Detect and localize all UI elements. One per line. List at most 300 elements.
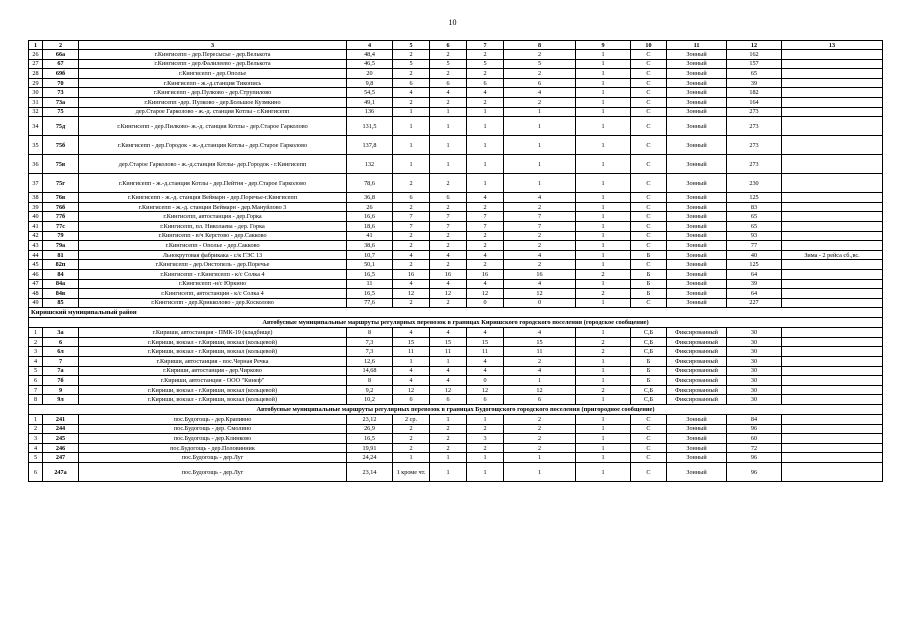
route-value: 40 <box>727 250 782 260</box>
trips-c8: 12 <box>504 289 576 299</box>
trips-c6: 7 <box>430 221 467 231</box>
trips-c6: 2 <box>430 434 467 444</box>
vehicles-c9: 1 <box>576 424 631 434</box>
route-path: г.Кириши, вокзал - г.Кириши, вокзал (кольцевой) <box>79 347 347 357</box>
route-note <box>782 107 883 117</box>
vehicle-class: Б <box>631 289 667 299</box>
row-number: 38 <box>29 193 43 203</box>
trips-c8: 4 <box>504 250 576 260</box>
route-note <box>782 231 883 241</box>
vehicles-c9: 1 <box>576 193 631 203</box>
vehicle-class: Б <box>631 279 667 289</box>
vehicle-class: С <box>631 298 667 308</box>
route-length: 24,24 <box>347 453 393 463</box>
route-code: 76б <box>43 202 79 212</box>
vehicle-class: С <box>631 453 667 463</box>
route-length: 49,1 <box>347 97 393 107</box>
trips-c7: 12 <box>467 385 504 395</box>
tariff-type: Зонный <box>667 231 727 241</box>
trips-c7: 15 <box>467 337 504 347</box>
trips-c5: 1 кроме чт. <box>393 463 430 482</box>
column-number: 4 <box>347 41 393 50</box>
trips-c5: 2 <box>393 202 430 212</box>
table-row <box>29 298 883 308</box>
route-path: пос.Будогощь - дер.Половинник <box>79 443 347 453</box>
trips-c6: 1 <box>430 155 467 174</box>
route-path: пос.Будогощь - дер.Луг <box>79 453 347 463</box>
table-row <box>29 117 883 136</box>
vehicle-class: С <box>631 443 667 453</box>
trips-c8: 0 <box>504 298 576 308</box>
trips-c7: 16 <box>467 269 504 279</box>
route-note <box>782 50 883 60</box>
row-number: 41 <box>29 221 43 231</box>
vehicle-class: С,Б <box>631 347 667 357</box>
route-length: 14,68 <box>347 366 393 376</box>
tariff-type: Зонный <box>667 88 727 98</box>
route-value: 84 <box>727 415 782 425</box>
route-path: г.Кингисепп - дер.Пулково - дер.Струпилово <box>79 88 347 98</box>
route-length: 54,5 <box>347 88 393 98</box>
tariff-type: Зонный <box>667 221 727 231</box>
trips-c6: 1 <box>430 453 467 463</box>
route-length: 18,6 <box>347 221 393 231</box>
section-title: Автобусные муниципальные маршруты регулярных перевозок в границах Киришского городского поселения (городское сообщение) <box>29 318 883 328</box>
route-note <box>782 202 883 212</box>
route-note <box>782 78 883 88</box>
trips-c8: 15 <box>504 337 576 347</box>
route-path: г.Кингисепп - дер.Фалилеево - дер.Велькота <box>79 59 347 69</box>
route-length: 48,4 <box>347 50 393 60</box>
table-row <box>29 78 883 88</box>
routes-table <box>28 40 883 482</box>
row-number: 1 <box>29 328 43 338</box>
trips-c5: 2 <box>393 434 430 444</box>
row-number: 45 <box>29 260 43 270</box>
route-value: 125 <box>727 260 782 270</box>
route-length: 19,91 <box>347 443 393 453</box>
route-path: дер.Старое Гарколово - ж.-д. станция Котлы - г.Кингисепп <box>79 107 347 117</box>
trips-c8: 7 <box>504 221 576 231</box>
vehicle-class: С <box>631 241 667 251</box>
column-number: 13 <box>782 41 883 50</box>
route-value: 30 <box>727 328 782 338</box>
column-number: 5 <box>393 41 430 50</box>
section-title-row <box>29 318 883 328</box>
vehicles-c9: 1 <box>576 453 631 463</box>
trips-c8: 2 <box>504 415 576 425</box>
trips-c6: 2 <box>430 231 467 241</box>
trips-c5: 2 <box>393 231 430 241</box>
row-number: 2 <box>29 424 43 434</box>
tariff-type: Зонный <box>667 250 727 260</box>
table-row <box>29 366 883 376</box>
route-code: 84а <box>43 279 79 289</box>
route-path: пос.Будогощь - дер.Луг <box>79 463 347 482</box>
route-code: 85 <box>43 298 79 308</box>
vehicle-class: С,Б <box>631 337 667 347</box>
tariff-type: Фиксированный <box>667 328 727 338</box>
route-path: г.Кингисепп - ж.-д.станция Тикопись <box>79 78 347 88</box>
column-number: 2 <box>43 41 79 50</box>
row-number: 36 <box>29 155 43 174</box>
trips-c7: 1 <box>467 453 504 463</box>
column-number: 8 <box>504 41 576 50</box>
trips-c6: 4 <box>430 366 467 376</box>
route-code: 76в <box>43 193 79 203</box>
tariff-type: Зонный <box>667 443 727 453</box>
vehicle-class: С <box>631 155 667 174</box>
trips-c5: 2 <box>393 97 430 107</box>
table-row <box>29 328 883 338</box>
vehicles-c9: 1 <box>576 463 631 482</box>
row-number: 42 <box>29 231 43 241</box>
vehicles-c9: 2 <box>576 347 631 357</box>
trips-c6: 4 <box>430 250 467 260</box>
trips-c5: 1 <box>393 357 430 367</box>
route-value: 164 <box>727 97 782 107</box>
trips-c5: 1 <box>393 136 430 155</box>
route-code: 75в <box>43 155 79 174</box>
row-number: 47 <box>29 279 43 289</box>
vehicles-c9: 1 <box>576 50 631 60</box>
vehicles-c9: 1 <box>576 241 631 251</box>
trips-c8: 2 <box>504 434 576 444</box>
route-note <box>782 269 883 279</box>
trips-c6: 1 <box>430 107 467 117</box>
route-length: 10,2 <box>347 395 393 405</box>
tariff-type: Фиксированный <box>667 366 727 376</box>
vehicle-class: С <box>631 107 667 117</box>
row-number: 48 <box>29 289 43 299</box>
trips-c5: 1 <box>393 107 430 117</box>
trips-c8: 4 <box>504 279 576 289</box>
trips-c6: 2 <box>430 69 467 79</box>
route-value: 96 <box>727 453 782 463</box>
trips-c8: 1 <box>504 174 576 193</box>
route-note <box>782 69 883 79</box>
row-number: 3 <box>29 434 43 444</box>
vehicles-c9: 2 <box>576 385 631 395</box>
table-row <box>29 69 883 79</box>
trips-c8: 1 <box>504 376 576 386</box>
tariff-type: Зонный <box>667 453 727 463</box>
trips-c5: 16 <box>393 269 430 279</box>
trips-c8: 6 <box>504 395 576 405</box>
trips-c7: 11 <box>467 347 504 357</box>
trips-c7: 4 <box>467 250 504 260</box>
tariff-type: Зонный <box>667 269 727 279</box>
route-code: 79а <box>43 241 79 251</box>
route-note: Зима - 2 рейса сб.,вс. <box>782 250 883 260</box>
route-path: г.Кингисепп - дер.Городок - ж.-д.станция Котлы - дер.Старое Гарколово <box>79 136 347 155</box>
table-row <box>29 97 883 107</box>
trips-c5: 15 <box>393 337 430 347</box>
trips-c5: 12 <box>393 385 430 395</box>
trips-c7: 4 <box>467 357 504 367</box>
trips-c6: 4 <box>430 376 467 386</box>
route-value: 30 <box>727 376 782 386</box>
tariff-type: Фиксированный <box>667 347 727 357</box>
vehicles-c9: 1 <box>576 231 631 241</box>
table-row <box>29 221 883 231</box>
row-number: 2 <box>29 337 43 347</box>
route-length: 16,5 <box>347 289 393 299</box>
tariff-type: Зонный <box>667 279 727 289</box>
route-length: 7,3 <box>347 337 393 347</box>
trips-c7: 7 <box>467 221 504 231</box>
route-note <box>782 279 883 289</box>
vehicle-class: С <box>631 193 667 203</box>
route-note <box>782 434 883 444</box>
route-value: 65 <box>727 212 782 222</box>
trips-c8: 4 <box>504 328 576 338</box>
route-length: 26,9 <box>347 424 393 434</box>
vehicles-c9: 1 <box>576 298 631 308</box>
route-code: 7а <box>43 366 79 376</box>
vehicles-c9: 1 <box>576 279 631 289</box>
route-value: 30 <box>727 347 782 357</box>
route-length: 38,6 <box>347 241 393 251</box>
route-note <box>782 415 883 425</box>
trips-c5: 4 <box>393 88 430 98</box>
route-value: 72 <box>727 443 782 453</box>
vehicle-class: С <box>631 415 667 425</box>
route-note <box>782 443 883 453</box>
vehicles-c9: 2 <box>576 337 631 347</box>
row-number: 5 <box>29 366 43 376</box>
route-note <box>782 193 883 203</box>
column-number: 6 <box>430 41 467 50</box>
table-row <box>29 269 883 279</box>
trips-c6: 16 <box>430 269 467 279</box>
route-value: 77 <box>727 241 782 251</box>
trips-c7: 0 <box>467 298 504 308</box>
vehicle-class: С <box>631 50 667 60</box>
route-value: 125 <box>727 193 782 203</box>
route-code: 247 <box>43 453 79 463</box>
row-number: 49 <box>29 298 43 308</box>
trips-c7: 1 <box>467 136 504 155</box>
trips-c5: 2 <box>393 174 430 193</box>
district-header-row <box>29 308 883 318</box>
trips-c5: 2 <box>393 241 430 251</box>
route-path: г.Кингисепп -н/с Юркино <box>79 279 347 289</box>
trips-c7: 2 <box>467 97 504 107</box>
table-row <box>29 289 883 299</box>
route-value: 83 <box>727 202 782 212</box>
route-note <box>782 453 883 463</box>
route-length: 23,12 <box>347 415 393 425</box>
route-path: г.Кингисепп, автостанция - дер.Горка <box>79 212 347 222</box>
trips-c5: 4 <box>393 328 430 338</box>
route-length: 16,6 <box>347 212 393 222</box>
trips-c6: 4 <box>430 88 467 98</box>
vehicles-c9: 1 <box>576 59 631 69</box>
vehicles-c9: 1 <box>576 328 631 338</box>
vehicle-class: Б <box>631 269 667 279</box>
vehicles-c9: 1 <box>576 221 631 231</box>
vehicles-c9: 1 <box>576 357 631 367</box>
trips-c8: 1 <box>504 155 576 174</box>
table-row <box>29 50 883 60</box>
table-row <box>29 202 883 212</box>
row-number: 6 <box>29 376 43 386</box>
trips-c8: 1 <box>504 107 576 117</box>
route-length: 20 <box>347 69 393 79</box>
route-length: 11 <box>347 279 393 289</box>
trips-c6: 1 <box>430 415 467 425</box>
trips-c7: 2 <box>467 202 504 212</box>
column-number: 9 <box>576 41 631 50</box>
trips-c6: 11 <box>430 347 467 357</box>
route-note <box>782 357 883 367</box>
tariff-type: Зонный <box>667 463 727 482</box>
route-path: г.Кингисепп -дер. Пулково - дер.Большое Кузмкино <box>79 97 347 107</box>
route-note <box>782 395 883 405</box>
route-code: 77б <box>43 212 79 222</box>
trips-c8: 1 <box>504 136 576 155</box>
route-path: г.Кингисепп - дер.Крикколово - дер.Косколово <box>79 298 347 308</box>
route-note <box>782 136 883 155</box>
route-value: 60 <box>727 434 782 444</box>
route-code: 81 <box>43 250 79 260</box>
row-number: 27 <box>29 59 43 69</box>
route-value: 162 <box>727 50 782 60</box>
route-length: 16,5 <box>347 269 393 279</box>
row-number: 37 <box>29 174 43 193</box>
row-number: 31 <box>29 97 43 107</box>
trips-c7: 4 <box>467 279 504 289</box>
trips-c8: 2 <box>504 357 576 367</box>
vehicles-c9: 1 <box>576 250 631 260</box>
route-length: 10,7 <box>347 250 393 260</box>
tariff-type: Зонный <box>667 107 727 117</box>
trips-c8: 2 <box>504 231 576 241</box>
route-path: г.Кингисепп - дер.Пилково- ж.-д. станция Котлы - дер.Старое Гарколово <box>79 117 347 136</box>
route-code: 79 <box>43 231 79 241</box>
trips-c5: 12 <box>393 289 430 299</box>
row-number: 35 <box>29 136 43 155</box>
route-code: 6 <box>43 337 79 347</box>
table-row <box>29 385 883 395</box>
route-code: 66а <box>43 50 79 60</box>
row-number: 8 <box>29 395 43 405</box>
trips-c5: 2 <box>393 424 430 434</box>
trips-c6: 1 <box>430 357 467 367</box>
trips-c5: 1 <box>393 453 430 463</box>
route-note <box>782 385 883 395</box>
trips-c6: 2 <box>430 241 467 251</box>
route-length: 131,5 <box>347 117 393 136</box>
trips-c8: 2 <box>504 69 576 79</box>
row-number: 43 <box>29 241 43 251</box>
vehicle-class: С <box>631 202 667 212</box>
vehicle-class: С <box>631 59 667 69</box>
trips-c7: 2 <box>467 69 504 79</box>
trips-c5: 1 <box>393 155 430 174</box>
route-length: 132 <box>347 155 393 174</box>
column-number-row <box>29 41 883 50</box>
row-number: 28 <box>29 69 43 79</box>
route-code: 247а <box>43 463 79 482</box>
vehicle-class: С <box>631 260 667 270</box>
trips-c5: 2 ср. <box>393 415 430 425</box>
route-length: 8 <box>347 376 393 386</box>
route-value: 273 <box>727 136 782 155</box>
route-code: 75 <box>43 107 79 117</box>
trips-c5: 6 <box>393 193 430 203</box>
route-path: г.Кириши, вокзал - г.Кириши, вокзал (кольцевой) <box>79 395 347 405</box>
route-code: 69б <box>43 69 79 79</box>
table-row <box>29 395 883 405</box>
route-note <box>782 424 883 434</box>
route-code: 75г <box>43 174 79 193</box>
section-title: Автобусные муниципальные маршруты регулярных перевозок в границах Будогощского городского поселения (пригородное сообщение) <box>29 405 883 415</box>
table-row <box>29 107 883 117</box>
route-note <box>782 117 883 136</box>
table-row <box>29 279 883 289</box>
vehicles-c9: 1 <box>576 97 631 107</box>
trips-c5: 2 <box>393 50 430 60</box>
column-number: 11 <box>667 41 727 50</box>
vehicle-class: С <box>631 212 667 222</box>
vehicle-class: С <box>631 136 667 155</box>
trips-c7: 1 <box>467 107 504 117</box>
trips-c5: 5 <box>393 59 430 69</box>
table-row <box>29 434 883 444</box>
vehicles-c9: 1 <box>576 260 631 270</box>
route-note <box>782 376 883 386</box>
trips-c7: 6 <box>467 78 504 88</box>
vehicle-class: С <box>631 88 667 98</box>
route-code: 82п <box>43 260 79 270</box>
route-value: 30 <box>727 337 782 347</box>
trips-c7: 6 <box>467 395 504 405</box>
trips-c7: 5 <box>467 59 504 69</box>
route-code: 75б <box>43 136 79 155</box>
row-number: 26 <box>29 50 43 60</box>
trips-c8: 11 <box>504 347 576 357</box>
vehicle-class: С <box>631 434 667 444</box>
trips-c8: 2 <box>504 97 576 107</box>
route-note <box>782 260 883 270</box>
trips-c8: 1 <box>504 463 576 482</box>
row-number: 7 <box>29 385 43 395</box>
route-code: 73 <box>43 88 79 98</box>
route-note <box>782 97 883 107</box>
route-path: г.Кингисепп - дер.Пересысье - дер.Велькота <box>79 50 347 60</box>
table-row <box>29 174 883 193</box>
route-note <box>782 337 883 347</box>
trips-c8: 2 <box>504 424 576 434</box>
vehicle-class: С <box>631 117 667 136</box>
vehicle-class: Б <box>631 250 667 260</box>
row-number: 32 <box>29 107 43 117</box>
tariff-type: Зонный <box>667 241 727 251</box>
trips-c6: 1 <box>430 463 467 482</box>
trips-c5: 2 <box>393 260 430 270</box>
route-value: 64 <box>727 289 782 299</box>
route-note <box>782 221 883 231</box>
vehicle-class: С <box>631 231 667 241</box>
table-row <box>29 155 883 174</box>
vehicles-c9: 1 <box>576 395 631 405</box>
route-value: 65 <box>727 69 782 79</box>
row-number: 6 <box>29 463 43 482</box>
trips-c8: 16 <box>504 269 576 279</box>
tariff-type: Зонный <box>667 117 727 136</box>
